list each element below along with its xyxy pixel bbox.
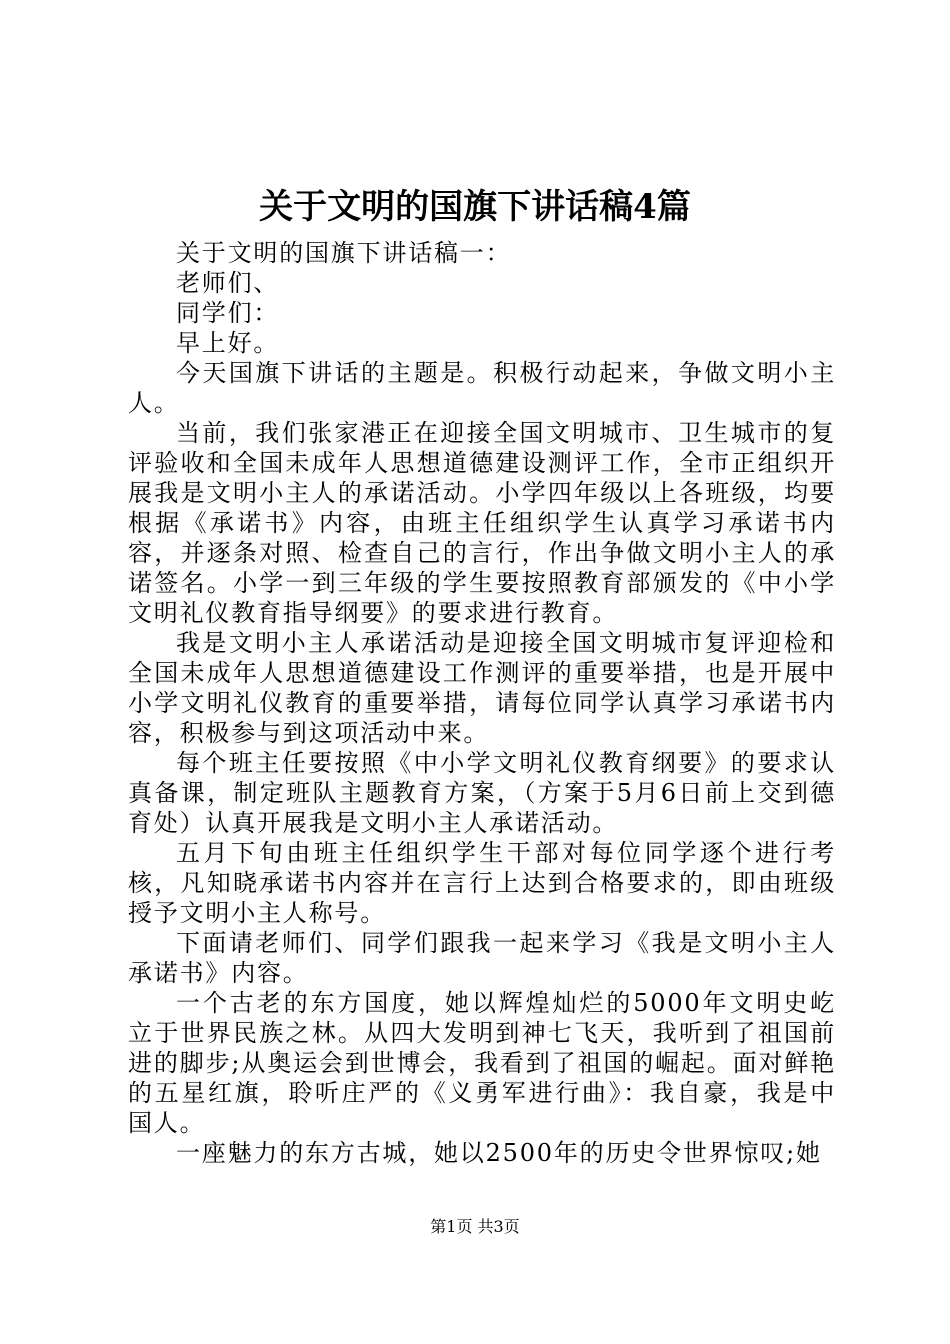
- document-body: [128, 238, 836, 1168]
- paragraph: 同学们：: [176, 299, 280, 327]
- paragraph: 我是文明小主人承诺活动是迎接全国文明城市复评迎检和全国未成年人思想道德建设工作测评的重要举措，也是开展中小学文明礼仪教育的重要举措，请每位同学认真学习承诺书内容，积极参与到这项活动中来。: [128, 629, 836, 747]
- paragraph: 当前，我们张家港正在迎接全国文明城市、卫生城市的复评验收和全国未成年人思想道德建设测评工作，全市正组织开展我是文明小主人的承诺活动。小学四年级以上各班级，均要根据《承诺书》内容，由班主任组织学生认真学习承诺书内容，并逐条对照、检查自己的言行，作出争做文明小主人的承诺签名。小学一到三年级的学生要按照教育部颁发的《中小学文明礼仪教育指导纲要》的要求进行教育。: [128, 419, 836, 627]
- paragraph: 一个古老的东方国度，她以辉煌灿烂的5000年文明史屹立于世界民族之林。从四大发明到神七飞天，我听到了祖国前进的脚步;从奥运会到世博会，我看到了祖国的崛起。面对鲜艳的五星红旗，聆听庄严的《义勇军进行曲》：我自豪，我是中国人。: [128, 989, 836, 1137]
- paragraph: 今天国旗下讲话的主题是。积极行动起来，争做文明小主人。: [128, 359, 836, 417]
- paragraph: 关于文明的国旗下讲话稿一：: [176, 239, 512, 267]
- page-footer: 第1页 共3页: [430, 1217, 520, 1236]
- paragraph: 一座魅力的东方古城，她以2500年的历史令世界惊叹;她: [176, 1139, 822, 1167]
- paragraph: 五月下旬由班主任组织学生干部对每位同学逐个进行考核，凡知晓承诺书内容并在言行上达到合格要求的，即由班级授予文明小主人称号。: [128, 839, 836, 927]
- paragraph: 下面请老师们、同学们跟我一起来学习《我是文明小主人承诺书》内容。: [128, 929, 836, 987]
- paragraph: 早上好。: [176, 329, 280, 357]
- paragraph: 老师们、: [176, 269, 280, 297]
- paragraph: 每个班主任要按照《中小学文明礼仪教育纲要》的要求认真备课，制定班队主题教育方案，（方案于5月6日前上交到德育处）认真开展我是文明小主人承诺活动。: [128, 749, 836, 837]
- document-title: 关于文明的国旗下讲话稿4篇: [259, 187, 691, 227]
